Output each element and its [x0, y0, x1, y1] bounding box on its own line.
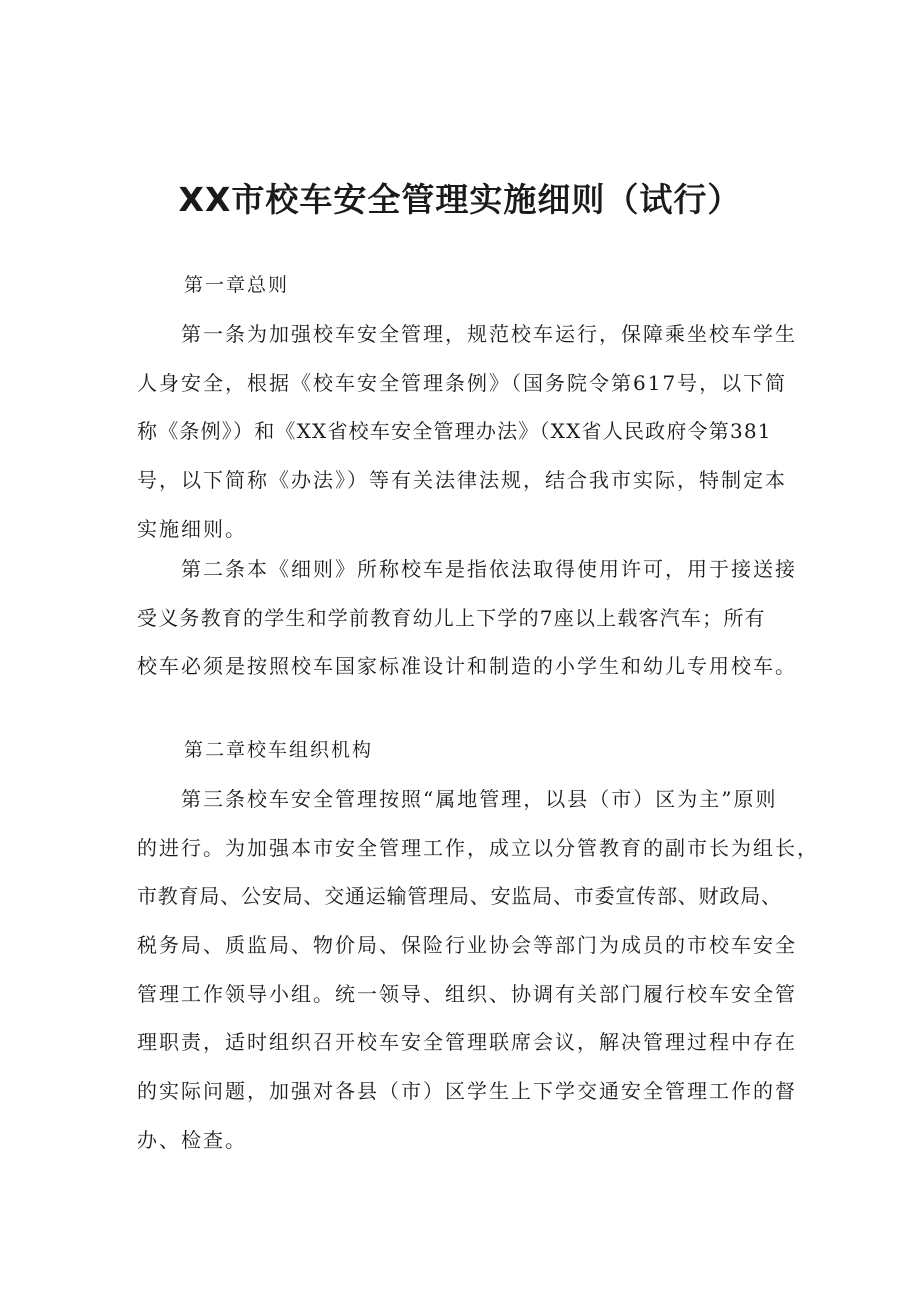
chapter-1-heading: 第一章总则 [184, 274, 290, 296]
article-1-line: 称《条例》）和《XX省校车安全管理办法》（XX省人民政府令第381 [137, 419, 772, 444]
article-3-paragraph [137, 775, 819, 1165]
article-3-line: 市教育局、公安局、交通运输管理局、安监局、市委宣传部、财政局、 [137, 884, 782, 909]
article-2-line: 校车必须是按照校车国家标准设计和制造的小学生和幼儿专用校车。 [137, 654, 797, 679]
chapter-2-heading: 第二章校车组织机构 [184, 739, 374, 761]
article-2-paragraph [137, 545, 797, 691]
article-1-line: 第一条为加强校车安全管理，规范校车运行，保障乘坐校车学生 [137, 322, 797, 346]
article-2-line: 受义务教育的学生和学前教育幼儿上下学的7座以上载客汽车；所有 [137, 605, 766, 630]
document-title: XX市校车安全管理实施细则（试行） [178, 180, 742, 219]
article-1-line: 号，以下简称《办法》）等有关法律法规，结合我市实际，特制定本 [137, 468, 787, 493]
article-3-line: 税务局、质监局、物价局、保险行业协会等部门为成员的市校车安全 [137, 933, 797, 958]
article-3-line: 第三条校车安全管理按照“属地管理，以县（市）区为主”原则 [137, 787, 778, 811]
article-3-line: 的实际问题，加强对各县（市）区学生上下学交通安全管理工作的督 [137, 1079, 797, 1104]
article-1-paragraph [137, 310, 797, 553]
article-3-line: 理职责，适时组织召开校车安全管理联席会议，解决管理过程中存在 [137, 1030, 797, 1055]
article-2-line: 第二条本《细则》所称校车是指依法取得使用许可，用于接送接 [137, 557, 797, 581]
article-1-line: 人身安全，根据《校车安全管理条例》（国务院令第617号，以下简 [137, 370, 788, 395]
article-3-line: 的进行。为加强本市安全管理工作，成立以分管教育的副市长为组长， [137, 835, 819, 860]
article-1-line: 实施细则。 [137, 516, 247, 541]
article-3-line: 办、检查。 [137, 1127, 247, 1152]
article-3-line: 管理工作领导小组。统一领导、组织、协调有关部门履行校车安全管 [137, 981, 797, 1006]
